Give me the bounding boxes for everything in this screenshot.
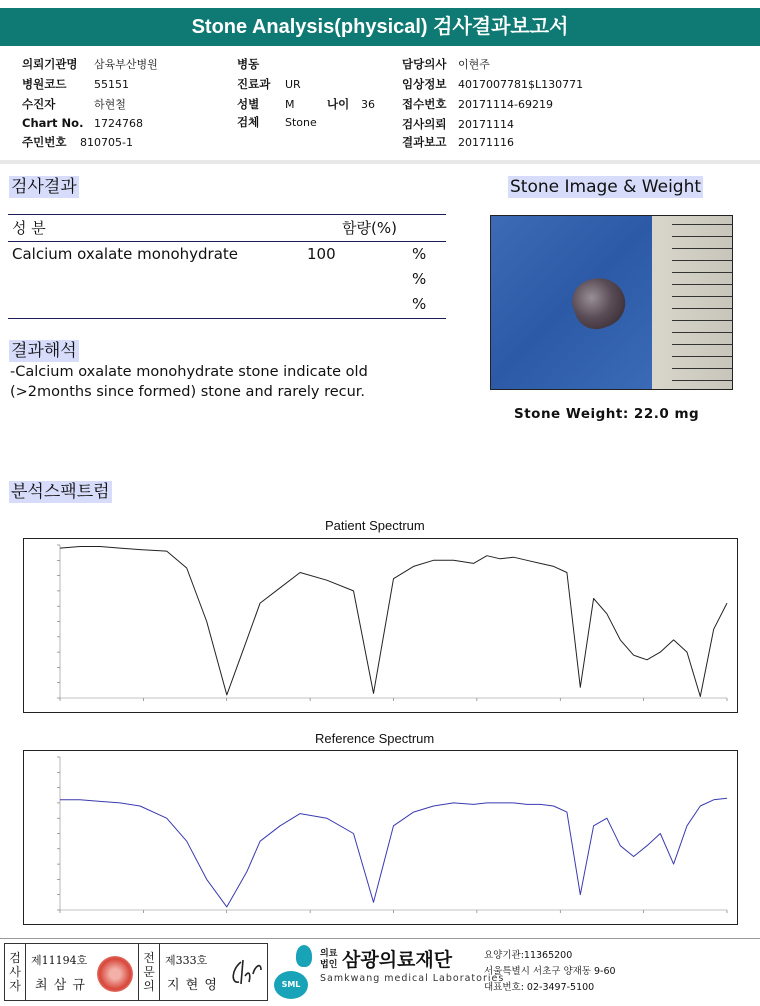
col-component-header: 성 분 xyxy=(12,219,46,237)
footer xyxy=(0,938,760,1006)
row-0-component: Calcium oxalate monohydrate xyxy=(12,245,239,263)
sml-logo: SML xyxy=(274,971,308,999)
info-report: 결과보고 20171116 xyxy=(402,135,514,149)
examiner-name: 최 삼 규 xyxy=(35,978,86,993)
row-0-amount: 100 xyxy=(307,245,336,263)
table-top-line xyxy=(8,214,446,215)
interpretation-section-title: 결과해석 xyxy=(11,341,77,361)
org-name: 삼광의료재단 xyxy=(342,949,453,971)
info-receipt: 접수번호 20171114-69219 xyxy=(402,97,553,111)
reference-spectrum-svg xyxy=(24,751,737,924)
report-title: Stone Analysis(physical) 검사결과보고서 xyxy=(0,8,760,46)
specialist-signature xyxy=(227,956,265,990)
info-hospital: 의뢰기관명 삼육부산병원 xyxy=(22,57,158,71)
signature-box xyxy=(4,943,268,1001)
patient-info xyxy=(0,54,760,160)
row-2-unit: % xyxy=(412,295,427,313)
info-request: 검사의뢰 20171114 xyxy=(402,117,514,131)
table-bottom-line xyxy=(8,318,446,319)
col-amount-header: 함량(%) xyxy=(342,219,397,237)
org-code: 요양기관:11365200 xyxy=(484,950,573,961)
patient-spectrum-title: Patient Spectrum xyxy=(325,518,425,533)
axes xyxy=(60,545,727,698)
reference-spectrum-chart xyxy=(23,750,738,925)
reference-spectrum-title: Reference Spectrum xyxy=(315,731,435,746)
examiner-vertical-label: 검사자 xyxy=(9,951,21,993)
info-resident: 주민번호 810705-1 xyxy=(22,135,133,149)
info-chart: Chart No. 1724768 xyxy=(22,116,143,130)
spectrum-section-title: 분석스팩트럼 xyxy=(11,482,110,502)
org-address: 서울특별시 서초구 양재동 9-60 xyxy=(484,966,616,977)
spectrum-line xyxy=(60,798,727,907)
specialist-name: 지 현 영 xyxy=(167,978,218,993)
table-header-line xyxy=(8,241,446,242)
stone-weight: Stone Weight: 22.0 mg xyxy=(514,406,700,422)
spectrum-line xyxy=(60,547,727,697)
interpretation-line-1: -Calcium oxalate monohydrate stone indicate old xyxy=(10,364,368,380)
org-english: Samkwang medical Laboratories xyxy=(320,973,505,984)
sml-logo-shape xyxy=(296,945,312,967)
ruler xyxy=(652,216,732,389)
stone-photo xyxy=(490,215,733,390)
info-patient: 수진자 하현철 xyxy=(22,97,126,111)
interpretation-line-2: (>2months since formed) stone and rarely recur. xyxy=(10,384,366,400)
info-clinical: 임상정보 4017007781$L130771 xyxy=(402,77,584,91)
examiner-seal xyxy=(97,956,133,992)
info-doctor: 담당의사 이현주 xyxy=(402,57,490,71)
patient-spectrum-svg xyxy=(24,539,737,712)
info-specimen: 검체 Stone xyxy=(237,115,317,129)
specialist-license: 제333호 xyxy=(165,954,208,967)
row-0-unit: % xyxy=(412,245,427,263)
stone-section-title: Stone Image & Weight xyxy=(510,177,702,197)
examiner-license: 제11194호 xyxy=(31,954,88,967)
info-dept: 진료과 UR xyxy=(237,77,301,91)
org-phone: 대표번호: 02-3497-5100 xyxy=(484,982,595,993)
axes xyxy=(60,757,727,910)
info-sex: 성별 M 나이 36 xyxy=(237,97,375,111)
stone-specimen xyxy=(566,271,632,336)
row-1-unit: % xyxy=(412,270,427,288)
organization xyxy=(274,943,760,1001)
patient-spectrum-chart xyxy=(23,538,738,713)
info-code: 병원코드 55151 xyxy=(22,77,129,91)
section-divider xyxy=(0,160,760,164)
specialist-vertical-label: 전문의 xyxy=(143,951,155,993)
result-section-title: 검사결과 xyxy=(11,177,77,197)
org-prefix: 의료법인 xyxy=(320,949,338,970)
info-ward: 병동 xyxy=(237,57,260,71)
